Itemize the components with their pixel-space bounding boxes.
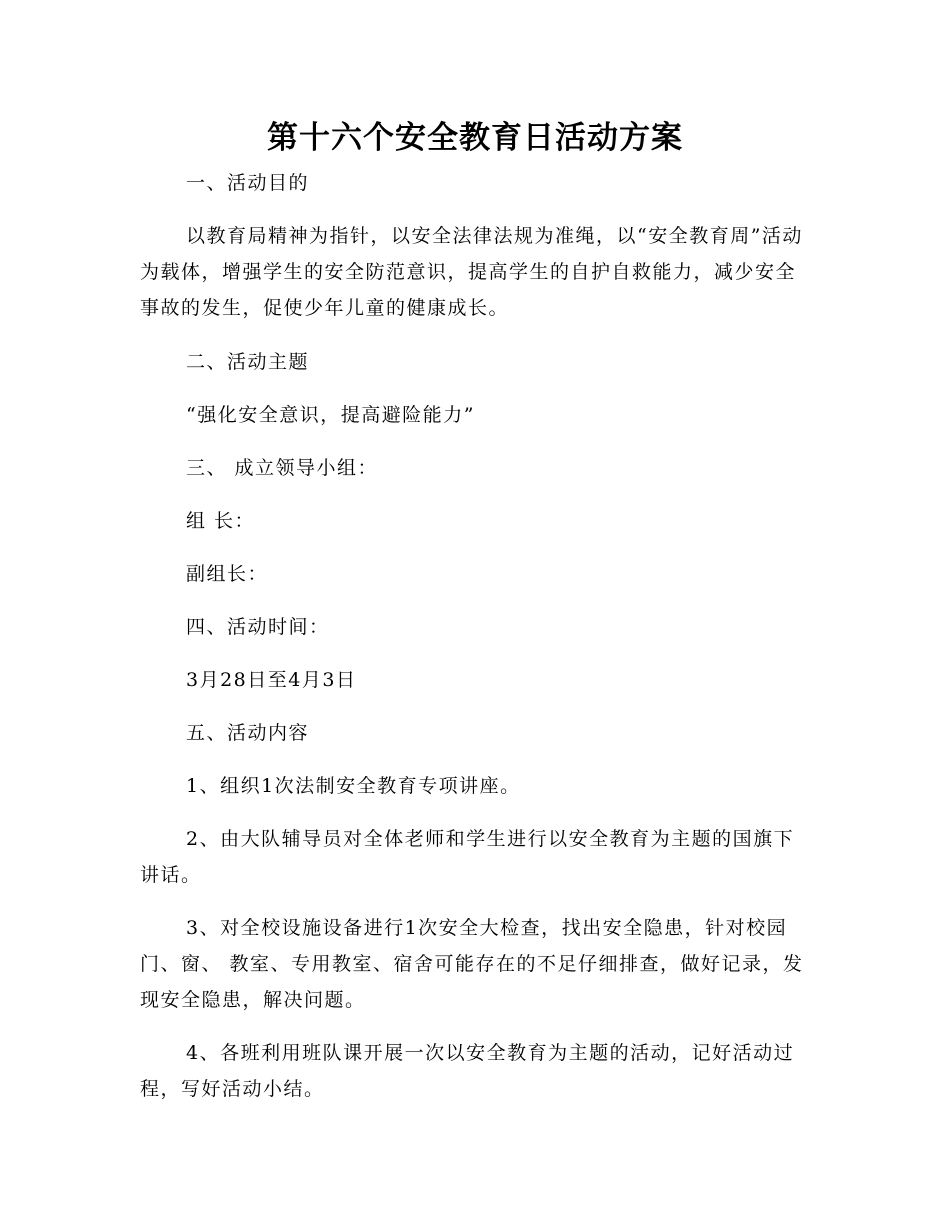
section-heading-leadership: 三、 成立领导小组： [186, 457, 379, 479]
paragraph-purpose: 以教育局精神为指针，以安全法律法规为准绳，以“安全教育周”活动为载体，增强学生的安全防范意识，提高学生的自护自救能力，减少安全事故的发生，促使少年儿童的健康成长。 [140, 225, 803, 319]
paragraph-deputy-leader: 副组长： [186, 563, 269, 585]
paragraph-group-leader: 组 长： [186, 510, 256, 532]
section-heading-time: 四、活动时间： [186, 616, 330, 638]
list-item-3: 3、对全校设施设备进行1次安全大检查，找出安全隐患，针对校园门、窗、 教室、专用教室、宿舍可能存在的不足仔细排查，做好记录，发现安全隐患，解决问题。 [140, 917, 804, 1011]
list-item-2: 2、由大队辅导员对全体老师和学生进行以安全教育为主题的国旗下讲话。 [140, 828, 795, 886]
paragraph-theme: “强化安全意识，提高避险能力” [186, 404, 475, 426]
section-heading-content: 五、活动内容 [186, 722, 310, 744]
section-heading-theme: 二、活动主题 [186, 351, 310, 373]
list-item-4: 4、各班利用班队课开展一次以安全教育为主题的活动，记好活动过程，写好活动小结。 [140, 1042, 795, 1100]
document-title: 第十六个安全教育日活动方案 [267, 120, 683, 156]
list-item-1: 1、组织1次法制安全教育专项讲座。 [186, 775, 521, 797]
section-heading-purpose: 一、活动目的 [186, 172, 310, 194]
paragraph-time: 3月28日至4月3日 [186, 669, 357, 691]
